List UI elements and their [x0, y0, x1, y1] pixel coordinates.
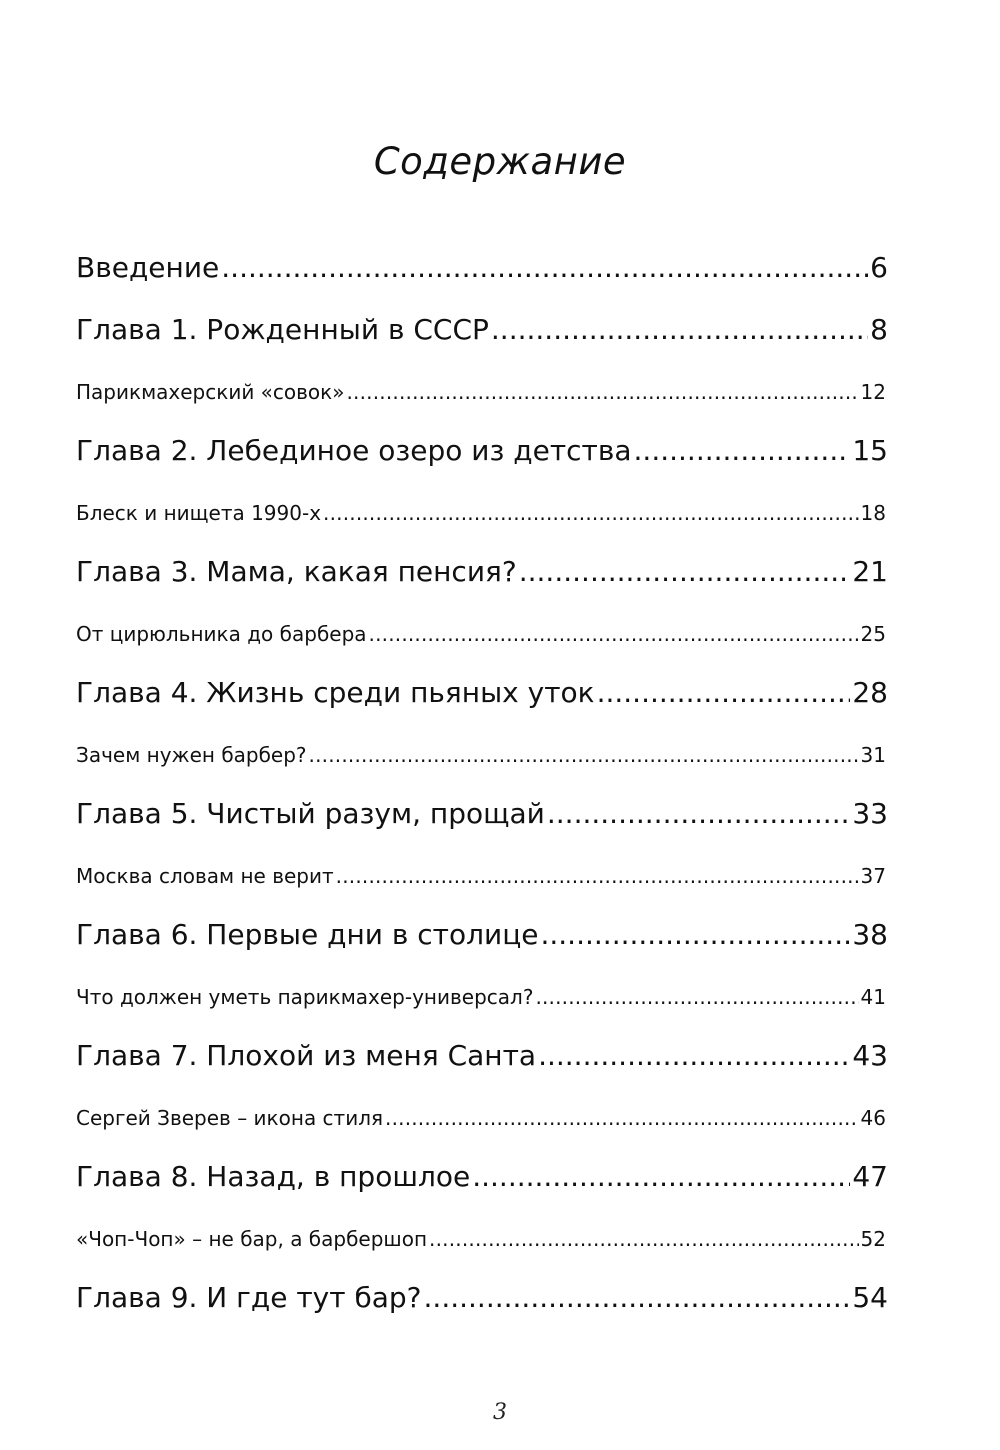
dot-leader: [491, 310, 868, 350]
toc-entry-page: 38: [852, 918, 888, 951]
dot-leader: [424, 1278, 851, 1318]
dot-leader: [547, 794, 850, 834]
toc-entry-chapter-7: [76, 1036, 888, 1098]
toc-entry-page: 46: [860, 1106, 886, 1130]
toc-entry-page: 47: [852, 1160, 888, 1193]
toc-entry-label: Глава 8. Назад, в прошлое: [76, 1160, 471, 1193]
toc-entry-label: Глава 3. Мама, какая пенсия?: [76, 555, 517, 588]
dot-leader: [221, 248, 868, 288]
toc-entry-label: Глава 4. Жизнь среди пьяных уток: [76, 676, 595, 709]
toc-entry-chapter-1: [76, 310, 888, 372]
dot-leader: [472, 1157, 850, 1197]
toc-entry-page: 21: [852, 555, 888, 588]
toc-entry-chapter-4: [76, 673, 888, 735]
dot-leader: [385, 1098, 859, 1138]
dot-leader: [347, 372, 859, 412]
dot-leader: [369, 614, 859, 654]
toc-entry-page: 8: [870, 313, 888, 346]
toc-entry-section: [76, 372, 886, 431]
toc-entry-section: [76, 1098, 886, 1157]
toc-entry-chapter-3: [76, 552, 888, 614]
toc-entry-label: Сергей Зверев – икона стиля: [76, 1106, 384, 1130]
toc-entry-label: Глава 6. Первые дни в столице: [76, 918, 539, 951]
toc-entry-label: Введение: [76, 251, 220, 284]
toc-entry-label: Зачем нужен барбер?: [76, 743, 307, 767]
dot-leader: [309, 735, 859, 775]
toc-entry-label: Глава 7. Плохой из меня Санта: [76, 1039, 537, 1072]
toc-entry-section: [76, 735, 886, 794]
toc-entry-section: [76, 493, 886, 552]
toc-entry-label: Что должен уметь парикмахер-универсал?: [76, 985, 534, 1009]
toc-entry-page: 25: [860, 622, 886, 646]
dot-leader: [540, 915, 850, 955]
toc-entry-page: 33: [852, 797, 888, 830]
toc-entry-page: 54: [852, 1281, 888, 1314]
toc-entry-page: 31: [860, 743, 886, 767]
toc-entry-label: Глава 9. И где тут бар?: [76, 1281, 422, 1314]
toc-entry-section: [76, 977, 886, 1036]
toc-entry-page: 6: [870, 251, 888, 284]
page-number: 3: [493, 1400, 507, 1425]
toc-entry-page: 43: [852, 1039, 888, 1072]
dot-leader: [538, 1036, 850, 1076]
toc-entry-chapter-5: [76, 794, 888, 856]
page-title: Содержание: [373, 140, 627, 183]
toc-entry-section: [76, 614, 886, 673]
toc-entry-label: Глава 5. Чистый разум, прощай: [76, 797, 545, 830]
toc-entry-label: «Чоп-Чоп» – не бар, а барбершоп: [76, 1227, 428, 1251]
dot-leader: [519, 552, 851, 592]
toc-entry-section: [76, 856, 886, 915]
toc-entry-page: 15: [852, 434, 888, 467]
table-of-contents: [76, 248, 888, 1340]
dot-leader: [336, 856, 859, 896]
dot-leader: [535, 977, 858, 1017]
dot-leader: [323, 493, 859, 533]
toc-entry-label: Глава 2. Лебединое озеро из детства: [76, 434, 632, 467]
toc-entry-page: 18: [860, 501, 886, 525]
toc-entry-page: 52: [860, 1227, 886, 1251]
toc-entry-chapter-6: [76, 915, 888, 977]
toc-entry-page: 41: [860, 985, 886, 1009]
toc-entry-page: 12: [860, 380, 886, 404]
toc-entry-page: 28: [852, 676, 888, 709]
toc-entry-label: От цирюльника до барбера: [76, 622, 367, 646]
dot-leader: [634, 431, 851, 471]
toc-entry-label: Глава 1. Рожденный в СССР: [76, 313, 489, 346]
toc-entry-chapter-9: [76, 1278, 888, 1340]
dot-leader: [429, 1219, 859, 1259]
toc-entry-label: Москва словам не верит: [76, 864, 334, 888]
toc-entry-chapter-8: [76, 1157, 888, 1219]
toc-entry-label: Блеск и нищета 1990-х: [76, 501, 322, 525]
dot-leader: [597, 673, 851, 713]
toc-entry-introduction: [76, 248, 888, 310]
toc-entry-page: 37: [860, 864, 886, 888]
toc-entry-section: [76, 1219, 886, 1278]
toc-entry-label: Парикмахерский «совок»: [76, 380, 345, 404]
toc-entry-chapter-2: [76, 431, 888, 493]
